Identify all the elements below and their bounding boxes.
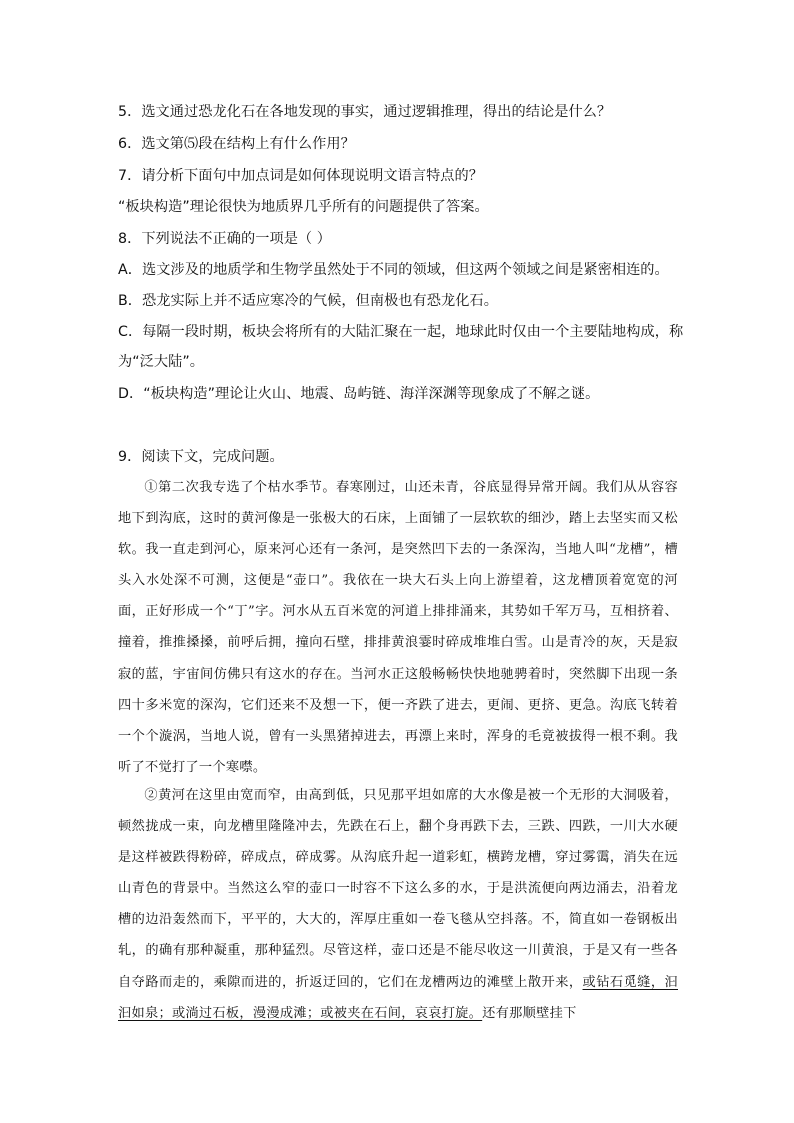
question-6: 6．选文第⑸段在结构上有什么作用？ (118, 136, 355, 152)
underlined-sentence: 或钻石觅缝，汩汩如泉；或淌过石板，漫漫成滩；或被夹在石间，哀哀打旋。 (118, 974, 678, 1021)
option-d: D．“板块构造”理论让火山、地震、岛屿链、海洋深渊等现象成了不解之谜。 (118, 386, 600, 402)
paragraph-2-tail: 还有那顺壁挂下 (482, 1005, 577, 1021)
question-9: 9．阅读下文，完成问题。 (118, 449, 284, 465)
question-5: 5．选文通过恐龙化石在各地发现的事实，通过逻辑推理，得出的结论是什么？ (118, 104, 612, 120)
paragraph-2 (118, 780, 678, 1029)
question-8: 8．下列说法不正确的一项是（ ） (118, 231, 331, 247)
paragraph-1: ①第二次我专选了个枯水季节。春寒刚过，山还未青，谷底显得异常开阔。我们从从容容地下到沟底，这时的黄河像是一张极大的石床，上面铺了一层软软的细沙，踏上去坚实而又松软。我一直走到河心，原来河心还有一条河，是突然凹下去的一条深沟，当地人叫“龙槽”，槽头入水处深不可测，这便是“壶口”。我依在一块大石头上向上游望着，这龙槽顶着宽宽的河面，正好形成一个“丁”字。河水从五百米宽的河道上排排涌来，其势如千军万马，互相挤着、撞着，推推搡搡，前呼后拥，撞向石壁，排排黄浪霎时碎成堆堆白雪。山是青冷的灰，天是寂寂的蓝，宇宙间仿佛只有这水的存在。当河水正这般畅畅快快地驰骋着时，突然脚下出现一条四十多米宽的深沟，它们还来不及想一下，便一齐跌了进去，更闹、更挤、更急。沟底飞转着一个个漩涡，当地人说，曾有一头黑猪掉进去，再漂上来时，浑身的毛竟被拔得一根不剩。我听了不觉打了一个寒噤。 (118, 480, 678, 775)
question-7-sentence: “板块构造”理论很快为地质界几乎所有的问题提供了答案。 (118, 199, 489, 215)
option-c-line-1: C．每隔一段时期，板块会将所有的大陆汇聚在一起，地球此时仅由一个主要陆地构成，称 (118, 324, 684, 340)
option-a: A．选文涉及的地质学和生物学虽然处于不同的领域，但这两个领域之间是紧密相连的。 (118, 262, 669, 278)
option-c-line-2: 为“泛大陆”。 (118, 354, 204, 370)
paragraph-2-text: ②黄河在这里由宽而窄，由高到低，只见那平坦如席的大水像是被一个无形的大洞吸着，顿然拢成一束，向龙槽里隆隆冲去，先跌在石上，翻个身再跌下去，三跌、四跌，一川大水硬是这样被跌得粉碎，碎成点，碎成雾。从沟底升起一道彩虹，横跨龙槽，穿过雾霭，消失在远山青色的背景中。当然这么窄的壶口一时容不下这么多的水，于是洪流便向两边涌去，沿着龙槽的边沿轰然而下，平平的，大大的，浑厚庄重如一卷飞毯从空抖落。不，简直如一卷钢板出轧，的确有那种凝重，那种猛烈。尽管这样，壶口还是不能尽收这一川黄浪，于是又有一些各自夺路而走的，乘隙而进的，折返迂回的，它们在龙槽两边的滩壁上散开来， (118, 788, 678, 990)
question-7: 7．请分析下面句中加点词是如何体现说明文语言特点的？ (118, 168, 484, 184)
option-b: B．恐龙实际上并不适应寒冷的气候，但南极也有恐龙化石。 (118, 293, 498, 309)
